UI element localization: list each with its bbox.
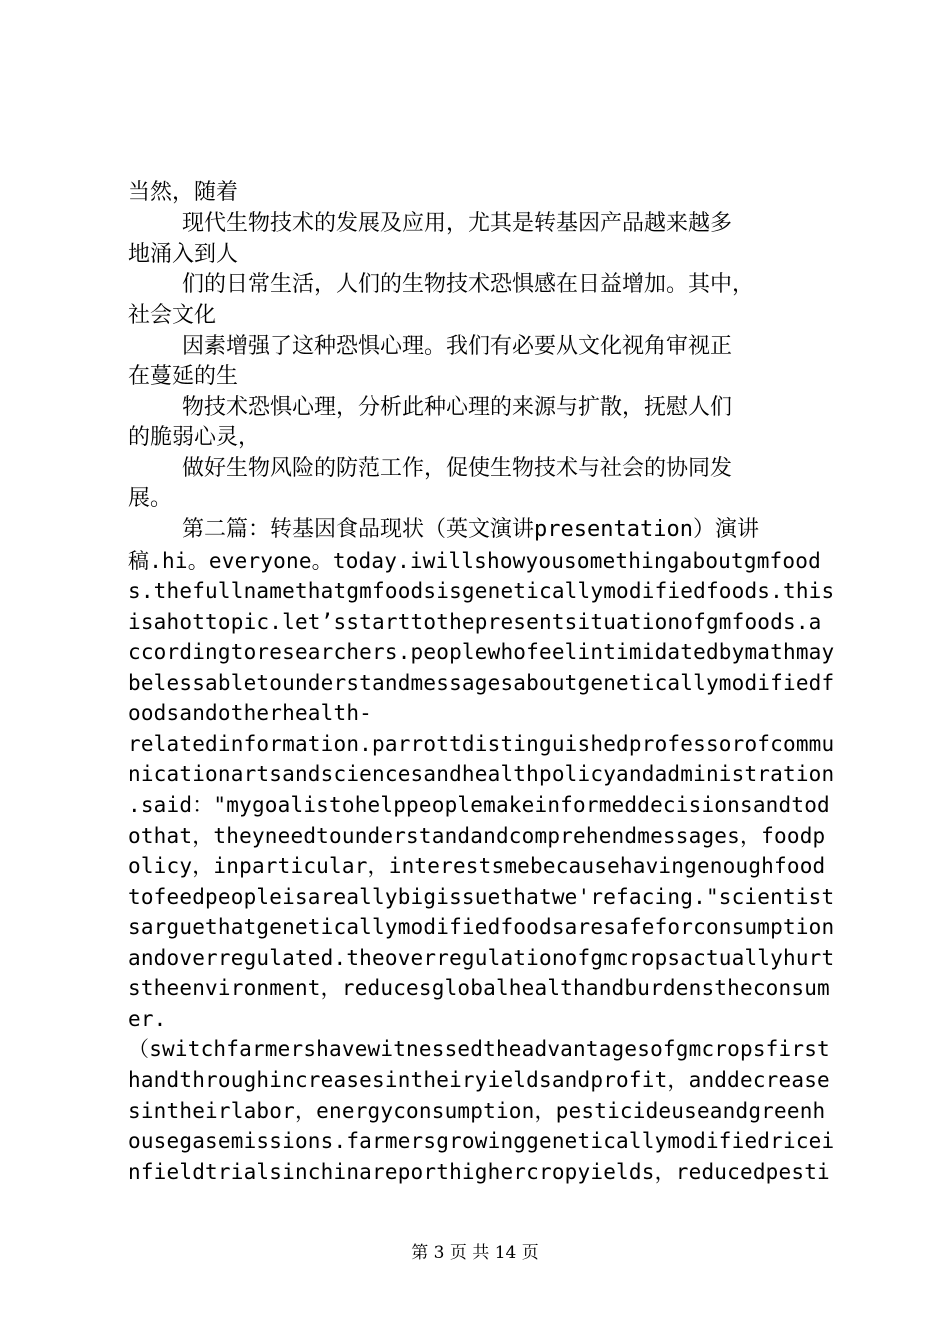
text-line: andoverregulated.theoverregulationofgmcropsactuallyhurt [128,946,835,970]
text-line: 在蔓延的生 [128,364,239,389]
text-line: 物技术恐惧心理，分析此种心理的来源与扩散，抚慰人们 [182,395,733,420]
page-number-label: 第 3 页 共 14 页 [411,1243,539,1263]
text-line: 因素增强了这种恐惧心理。我们有必要从文化视角审视正 [182,334,733,359]
text-line: 展。 [128,486,173,511]
text-line: tofeedpeopleisareallybigissuethatwe'refacing."scientist [128,885,835,909]
page-footer [0,1241,950,1265]
text-line: s.thefullnamethatgmfoodsisgeneticallymodifiedfoods.this [128,579,835,603]
text-line: nicationartsandsciencesandhealthpolicyandadministration [128,762,835,786]
text-line: nfieldtrialsinchinareporthighercropyields，reducedpesti [128,1160,830,1184]
text-line: 当然，随着 [128,180,239,205]
text-line: 稿.hi。everyone。today.iwillshowyousomethingaboutgmfood [128,549,821,573]
text-line: 地涌入到人 [128,242,239,267]
text-line: isahottopic.let’sstarttothepresentsituationofgmfoods.a [128,610,822,634]
text-line: 的脆弱心灵， [128,425,261,450]
text-line: er. [128,1007,167,1031]
text-line: ccordingtoresearchers.peoplewhofeelintimidatedbymathmay [128,640,835,664]
text-line: .said："mygoalistohelppeoplemakeinformeddecisionsandtod [128,793,830,817]
text-line: relatedinformation.parrottdistinguishedprofessorofcommu [128,732,835,756]
text-line: sintheirlabor，energyconsumption，pesticideuseandgreenh [128,1099,826,1123]
text-line: sarguethatgeneticallymodifiedfoodsaresafeforconsumption [128,915,835,939]
text-line: olicy，inparticular，interestsmebecausehavingenoughfood [128,854,826,878]
text-line: （switchfarmershavewitnessedtheadvantagesofgmcropsfirst [128,1037,830,1061]
text-line: 们的日常生活，人们的生物技术恐惧感在日益增加。其中， [182,272,755,297]
text-line: ousegasemissions.farmersgrowinggeneticallymodifiedricei [128,1129,835,1153]
text-line: handthroughincreasesintheiryieldsandprofit，anddecrease [128,1068,830,1092]
text-line: 现代生物技术的发展及应用，尤其是转基因产品越来越多 [182,211,733,236]
text-line: oodsandotherhealth- [128,701,373,725]
text-line: 社会文化 [128,303,217,328]
text-line: stheenvironment，reducesglobalhealthandburdenstheconsum [128,976,830,1000]
text-line: othat，theyneedtounderstandandcomprehendmessages，foodp [128,824,826,848]
section-heading-line: 第二篇：转基因食品现状（英文演讲presentation）演讲 [182,517,759,542]
text-line: 做好生物风险的防范工作，促使生物技术与社会的协同发 [182,456,733,481]
text-line: belessabletounderstandmessagesaboutgeneticallymodifiedf [128,671,835,695]
